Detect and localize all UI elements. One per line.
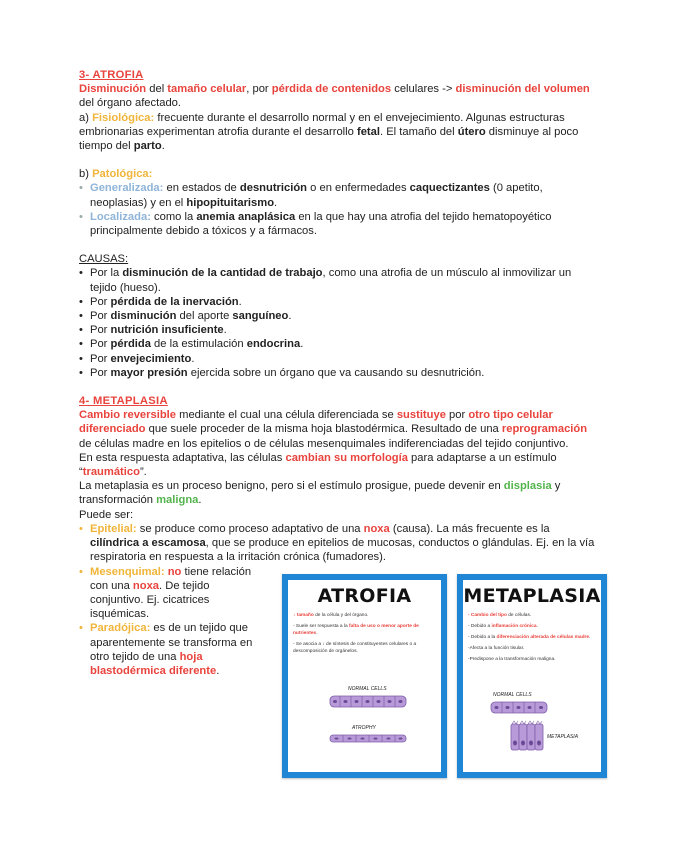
metaplasia-definition: Cambio reversible mediante el cual una célula diferenciada se sustituye por otro tipo celular diferenciado que suele proceder de la misma hoja blastodérmica. Resultado de una reprogramación de células madre en los epitelios o de células mesenquimales indiferenciadas del tejido conjuntivo. xyxy=(79,409,588,450)
atrofia-definition: Disminución del tamaño celular, por pérdida de contenidos celulares -> disminución del volumen del órgano afectado. xyxy=(79,83,590,110)
list-item: • Generalizada: en estados de desnutrición o en enfermedades caquectizantes (0 apetito, neoplasias) y en el hipopituitarismo. xyxy=(79,181,599,209)
card-line: - Debido a la diferenciación alterada de células madre. xyxy=(468,635,591,640)
metaplasia-cells-illustration xyxy=(463,684,601,774)
list-item: • Mesenquimal: no tiene relación con una noxa. De tejido conjuntivo. Ej. cicatrices isquémicas. xyxy=(79,565,264,622)
metaplasia-card-title: METAPLASIA xyxy=(463,585,601,607)
atrofia-cells-illustration xyxy=(288,674,441,774)
card-line: - Cambio del tipo de células. xyxy=(468,613,532,618)
atrophy-cells-row xyxy=(330,735,406,742)
causas-title: CAUSAS: xyxy=(79,253,129,266)
metaplasia-card-text xyxy=(463,612,601,663)
atrofia-heading: 3- ATROFIA xyxy=(79,69,144,81)
normal-cells-label: NORMAL CELLS xyxy=(493,692,532,698)
atrophy-label: ATROPHY xyxy=(352,725,376,731)
metaplasia-label: METAPLASIA xyxy=(547,734,579,740)
metaplasia-benigno: La metaplasia es un proceso benigno, pero si el estímulo prosigue, puede devenir en displasia y transformación maligna. xyxy=(79,480,561,507)
atrofia-card xyxy=(282,574,447,778)
card-line: ↓ tamaño de la célula y del órgano. xyxy=(293,613,369,618)
card-line: -Afecta a la función tisular. xyxy=(468,646,525,651)
metaplasia-cells-row xyxy=(511,721,543,750)
card-line: -Predispone a la transformación maligna. xyxy=(468,657,556,662)
list-item: • Por disminución del aporte sanguíneo. xyxy=(79,309,599,323)
metaplasia-types-list-2 xyxy=(79,565,264,679)
card-line: - Debido a inflamación crónica. xyxy=(468,624,538,629)
normal-cells-row xyxy=(491,702,547,713)
card-line: - Suele ser respuesta a la falta de uso o menor aporte de nutrientes. xyxy=(293,624,419,636)
list-item: • Por envejecimiento. xyxy=(79,352,599,366)
atrofia-fisiologica: a) Fisiológica: frecuente durante el desarrollo normal y en el envejecimiento. Algunas estructuras embrionarias experimentan atrofia durante el desarrollo fetal. El tamaño del útero disminuye al poco tiempo del parto. xyxy=(79,111,579,153)
metaplasia-card xyxy=(457,574,607,778)
metaplasia-card-body xyxy=(463,580,601,772)
patologica-list xyxy=(79,181,599,238)
normal-cells-row xyxy=(330,696,406,707)
list-item: • Por pérdida de la inervación. xyxy=(79,295,599,309)
metaplasia-heading: 4- METAPLASIA xyxy=(79,395,168,408)
list-item: • Localizada: como la anemia anaplásica en la que hay una atrofia del tejido hematopoyético principalmente debido a tóxicos y a fármacos. xyxy=(79,210,599,238)
normal-cells-label: NORMAL CELLS xyxy=(348,686,387,692)
causas-list xyxy=(79,266,599,380)
atrofia-card-body xyxy=(288,580,441,772)
metaplasia-types-list xyxy=(79,522,599,565)
list-item: • Por mayor presión ejercida sobre un órgano que va causando su desnutrición. xyxy=(79,366,599,380)
metaplasia-adaptativa: En esta respuesta adaptativa, las células cambian su morfología para adaptarse a un estímulo “traumático”. xyxy=(79,451,557,479)
list-item: • Por nutrición insuficiente. xyxy=(79,323,599,337)
list-item: • Por la disminución de la cantidad de trabajo, como una atrofia de un músculo al inmovilizar un tejido (hueso). xyxy=(79,266,599,294)
atrofia-card-text xyxy=(288,612,441,655)
puede-ser: Puede ser: xyxy=(79,508,134,521)
atrofia-patologica: b) Patológica: xyxy=(79,168,153,181)
list-item: • Por pérdida de la estimulación endocrina. xyxy=(79,337,599,351)
list-item: • Paradójica: es de un tejido que aparentemente se transforma en otro tejido de una hoja blastodérmica diferente. xyxy=(79,621,264,678)
card-line: - Se asocia a ↓ de síntesis de constituyentes celulares o a descomposición de orgánelos. xyxy=(293,642,417,654)
list-item: • Epitelial: se produce como proceso adaptativo de una noxa (causa). La más frecuente es la cilíndrica a escamosa, que se produce en epitelios de mucosas, conductos o glándulas. Ej. en la vía respiratoria en respuesta a la irritación crónica (fumadores). xyxy=(79,522,599,565)
atrofia-card-title: ATROFIA xyxy=(317,585,412,607)
